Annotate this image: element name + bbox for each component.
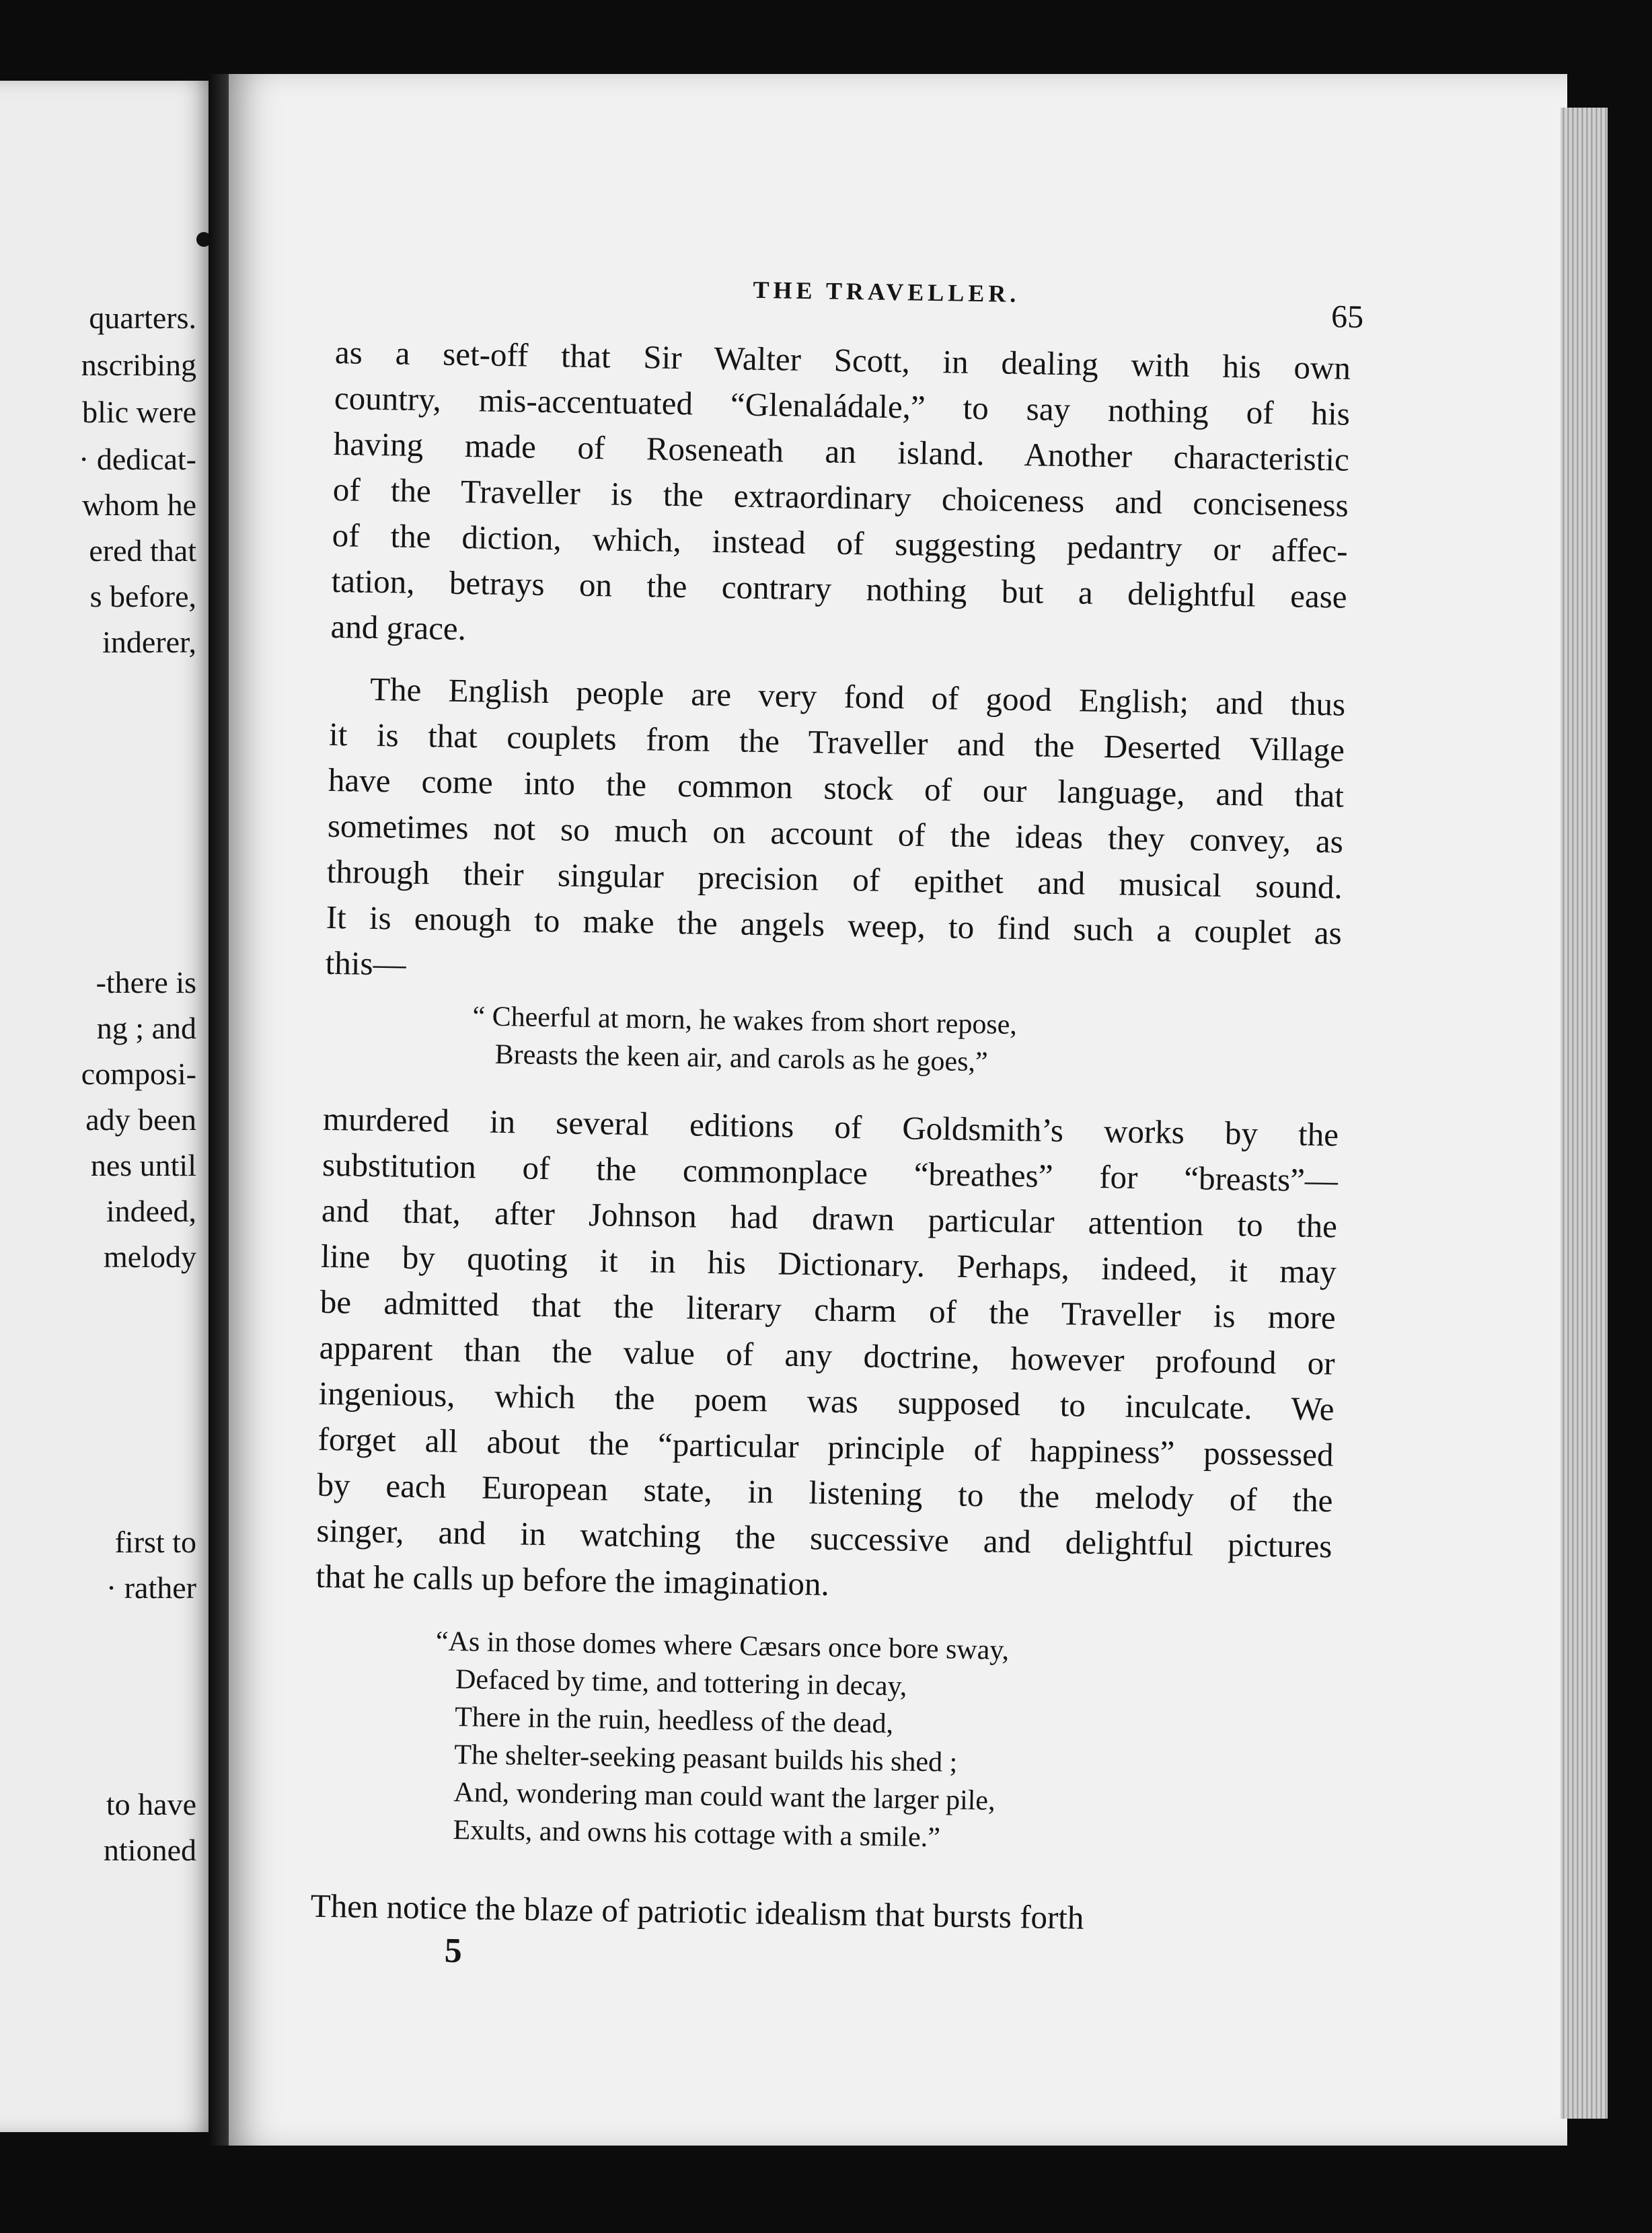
left-fragment: -there is bbox=[96, 965, 196, 999]
page-number: 65 bbox=[1330, 299, 1364, 335]
verse-line: Exults, and owns his cottage with a smile.” bbox=[453, 1815, 941, 1854]
previous-page-text bbox=[0, 81, 196, 2132]
left-fragment: melody bbox=[104, 1240, 196, 1274]
left-fragment: s before, bbox=[89, 579, 196, 613]
previous-page bbox=[0, 81, 222, 2132]
paragraph-1 bbox=[330, 330, 1351, 666]
verse-line: “As in those domes where Cæsars once bore sway, bbox=[435, 1626, 1010, 1666]
verse-line: Defaced by time, and tottering in decay, bbox=[455, 1664, 907, 1702]
text-line: It is enough to make the angels weep, to find such a couplet as bbox=[326, 898, 1343, 952]
text-line: as a set-off that Sir Walter Scott, in dealing with his own bbox=[334, 333, 1351, 387]
text-line: having made of Roseneath an island. Another characteristic bbox=[333, 424, 1350, 478]
running-head: THE TRAVELLER. bbox=[753, 276, 1020, 307]
left-fragment: nes until bbox=[90, 1148, 196, 1182]
verse-quote-1 bbox=[472, 997, 1017, 1082]
left-fragment: composi- bbox=[81, 1057, 196, 1091]
text-line: substitution of the commonplace “breathes” for “breasts”— bbox=[322, 1145, 1339, 1199]
text-line: be admitted that the literary charm of the Traveller is more bbox=[320, 1283, 1337, 1336]
text-line: sometimes not so much on account of the ideas they convey, as bbox=[327, 806, 1344, 860]
text-line: singer, and in watching the successive and delightful pictures bbox=[316, 1511, 1332, 1565]
text-line: murdered in several editions of Goldsmith’s works by the bbox=[322, 1100, 1339, 1153]
verse-quote-2 bbox=[433, 1623, 1009, 1858]
left-fragment: · dedicat- bbox=[79, 442, 196, 476]
paragraph-2 bbox=[325, 666, 1345, 1002]
verse-line: The shelter-seeking peasant builds his shed ; bbox=[453, 1739, 958, 1778]
text-line: by each European state, in listening to the melody of the bbox=[317, 1466, 1333, 1519]
text-line: line by quoting it in his Dictionary. Perhaps, indeed, it may bbox=[320, 1237, 1337, 1291]
text-line: and grace. bbox=[330, 607, 467, 648]
left-fragment: ady been bbox=[85, 1102, 196, 1137]
text-line: ingenious, which the poem was supposed to inculcate. We bbox=[318, 1374, 1335, 1428]
left-fragment: indeed, bbox=[106, 1194, 196, 1228]
left-fragment: first to bbox=[114, 1525, 196, 1559]
left-fragment: ntioned bbox=[104, 1833, 196, 1867]
text-line: of the Traveller is the extraordinary choiceness and conciseness bbox=[332, 470, 1349, 524]
left-fragment: inderer, bbox=[102, 625, 196, 659]
text-line: through their singular precision of epithet and musical sound. bbox=[326, 852, 1343, 906]
text-line: The English people are very fond of good English; and thus bbox=[369, 670, 1346, 723]
paragraph-3 bbox=[315, 1096, 1339, 1616]
signature-mark: 5 bbox=[444, 1931, 463, 1971]
left-fragment: blic were bbox=[82, 395, 196, 429]
text-line: have come into the common stock of our language, and that bbox=[328, 761, 1345, 815]
left-fragment: ng ; and bbox=[96, 1011, 196, 1045]
text-line: country, mis-accentuated “Glenaládale,” to say nothing of his bbox=[334, 379, 1351, 432]
left-fragment: nscribing bbox=[81, 348, 196, 382]
left-fragment: whom he bbox=[82, 488, 196, 522]
text-line: tation, betrays on the contrary nothing but a delightful ease bbox=[331, 562, 1347, 615]
left-fragment: · rather bbox=[106, 1570, 196, 1605]
text-line: forget all about the “particular principle of happiness” possessed bbox=[317, 1420, 1334, 1474]
text-line: apparent than the value of any doctrine, however profound or bbox=[319, 1328, 1336, 1382]
page-edges bbox=[1561, 108, 1608, 2119]
text-line: it is that couplets from the Traveller and the Deserted Village bbox=[328, 715, 1345, 769]
verse-line: There in the ruin, heedless of the dead, bbox=[454, 1702, 894, 1740]
text-line: that he calls up before the imagination. bbox=[315, 1557, 830, 1603]
left-fragment: to have bbox=[106, 1787, 196, 1821]
text-line: and that, after Johnson had drawn particular attention to the bbox=[321, 1191, 1338, 1245]
text-line: of the diction, which, instead of suggesting pedantry or affec- bbox=[332, 516, 1349, 570]
verse-line: Breasts the keen air, and carols as he goes,” bbox=[494, 1038, 988, 1078]
text-line: this— bbox=[325, 944, 407, 983]
left-fragment: quarters. bbox=[89, 301, 196, 335]
text-line: Then notice the blaze of patriotic idealism that bursts forth bbox=[310, 1887, 1084, 1936]
verse-line: And, wondering man could want the larger pile, bbox=[453, 1777, 996, 1817]
verse-line: “ Cheerful at morn, he wakes from short repose, bbox=[472, 1001, 1018, 1041]
left-fragment: ered that bbox=[89, 533, 196, 568]
